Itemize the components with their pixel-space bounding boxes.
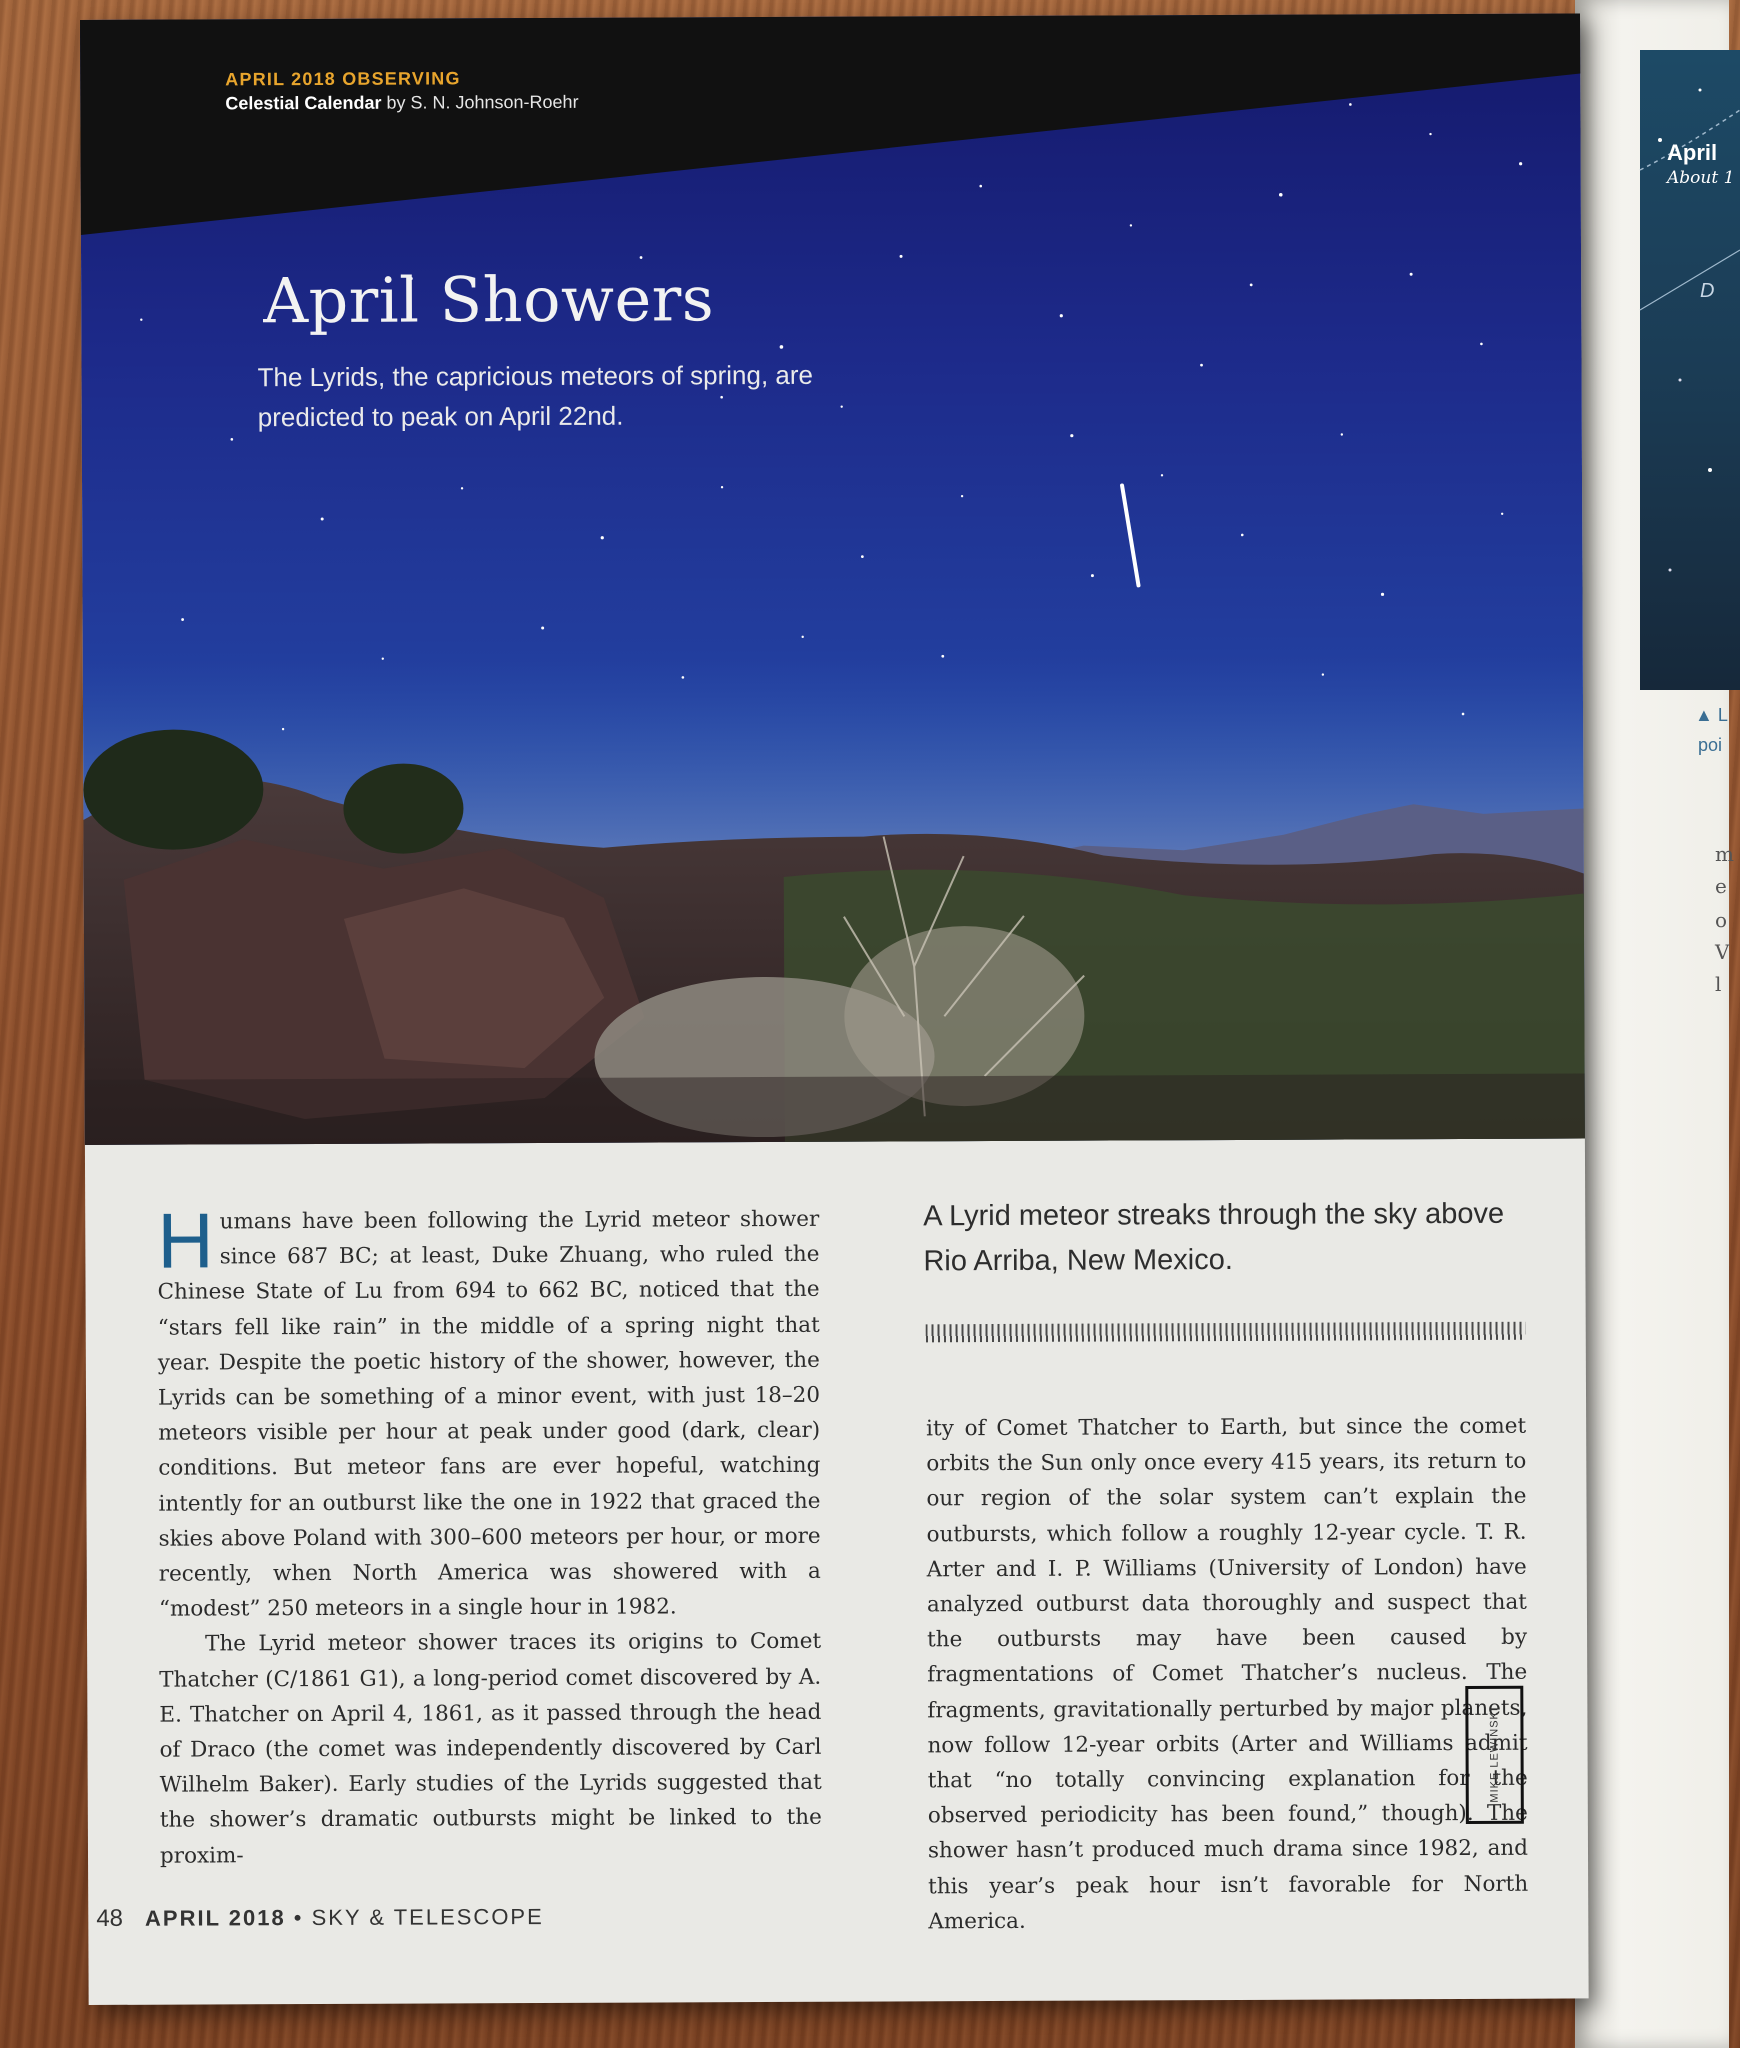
drop-cap: H: [157, 1196, 214, 1285]
issue-date: APRIL 2018: [144, 1905, 286, 1931]
author-byline: by S. N. Johnson-Roehr: [381, 91, 579, 113]
adjacent-page: [1575, 0, 1735, 2048]
adjacent-heading: April: [1667, 140, 1718, 165]
adjacent-text-fragment: o: [1715, 908, 1728, 932]
magazine-name: SKY & TELESCOPE: [311, 1903, 544, 1931]
paragraph-2: The Lyrid meteor shower traces its origins to Comet Thatcher (C/1861 G1), a long-period comet discovered by A. E. Thatcher on April 4, 1861, as it passed through the head of Draco (the comet was independently discovered by Carl Wilhelm Baker). Early studies of the Lyrids suggested that the shower’s dramatic outbursts might be linked to the proxim-: [159, 1629, 822, 1869]
meteor-streak: [1122, 485, 1138, 585]
adjacent-text-fragment: V: [1715, 940, 1730, 964]
folio-separator: •: [285, 1905, 312, 1931]
page-number: 48: [96, 1904, 124, 1932]
adjacent-subheading: About 1: [1667, 168, 1735, 188]
meteor-photo: [80, 13, 1585, 1145]
article-deck: The Lyrids, the capricious meteors of spring, are predicted to peak on April 22nd.: [257, 359, 814, 433]
column-name: Celestial Calendar: [225, 92, 382, 114]
body-column-right: [926, 1409, 1528, 1940]
adjacent-chart-label: D: [1700, 280, 1719, 302]
magazine-page: [80, 13, 1589, 2005]
photo-caption: A Lyrid meteor streaks through the sky above Rio Arriba, New Mexico.: [923, 1197, 1505, 1278]
adjacent-caption-line-2: poi: [1698, 735, 1723, 755]
adjacent-text-fragment: l: [1715, 972, 1722, 996]
paragraph-3: ity of Comet Thatcher to Earth, but since the comet orbits the Sun only once every 415 years, its return to our region of the solar system can’t explain the outbursts, which follow a roughly 12-year cycle. T. R. Arter and I. P. Williams (University of London) have analyzed outburst data thoroughly and suspect that the outbursts may have been caused by fragmentations of Comet Thatcher’s nucleus. The fragments, gravitationally perturbed by major planets, now follow 12-year orbits (Arter and Williams admit that “no totally convincing explanation for the observed periodicity has been found,” though). The shower hasn’t produced much drama since 1982, and this year’s peak hour isn’t favorable for North America.: [926, 1413, 1529, 1935]
adjacent-text-fragment: e: [1715, 874, 1727, 898]
photo-credit: MIKE LEWINSKI: [1488, 1707, 1501, 1803]
photo-credit-box: [1465, 1686, 1524, 1824]
tick-rule-divider: [926, 1322, 1526, 1343]
paragraph-1: [157, 1196, 821, 1627]
night-sky-landscape: [80, 13, 1585, 1145]
article-title: April Showers: [263, 262, 715, 338]
section-kicker: APRIL 2018 OBSERVING: [225, 68, 461, 90]
adjacent-caption-line-1: ▲ L: [1695, 705, 1728, 725]
body-column-left: [157, 1196, 822, 1874]
paragraph-1-text: umans have been following the Lyrid meteor shower since 687 BC; at least, Duke Zhuang, who ruled the Chinese State of Lu from 694 to 662 BC, noticed that the “stars fell like rain” in the middle of a spring night that year. Despite the poetic history of the shower, however, the Lyrids can be something of a minor event, with just 18–20 meteors visible per hour at peak under good (dark, clear) conditions. But meteor fans are ever hopeful, watching intently for an outburst like the one in 1922 that graced the skies above Poland with 300–600 meteors per hour, or more recently, when North America was showered with a “modest” 250 meteors in a single hour in 1982.: [157, 1206, 821, 1622]
adjacent-text-fragment: m: [1715, 842, 1734, 866]
page-folio: [96, 1903, 544, 1933]
byline: [225, 92, 578, 115]
